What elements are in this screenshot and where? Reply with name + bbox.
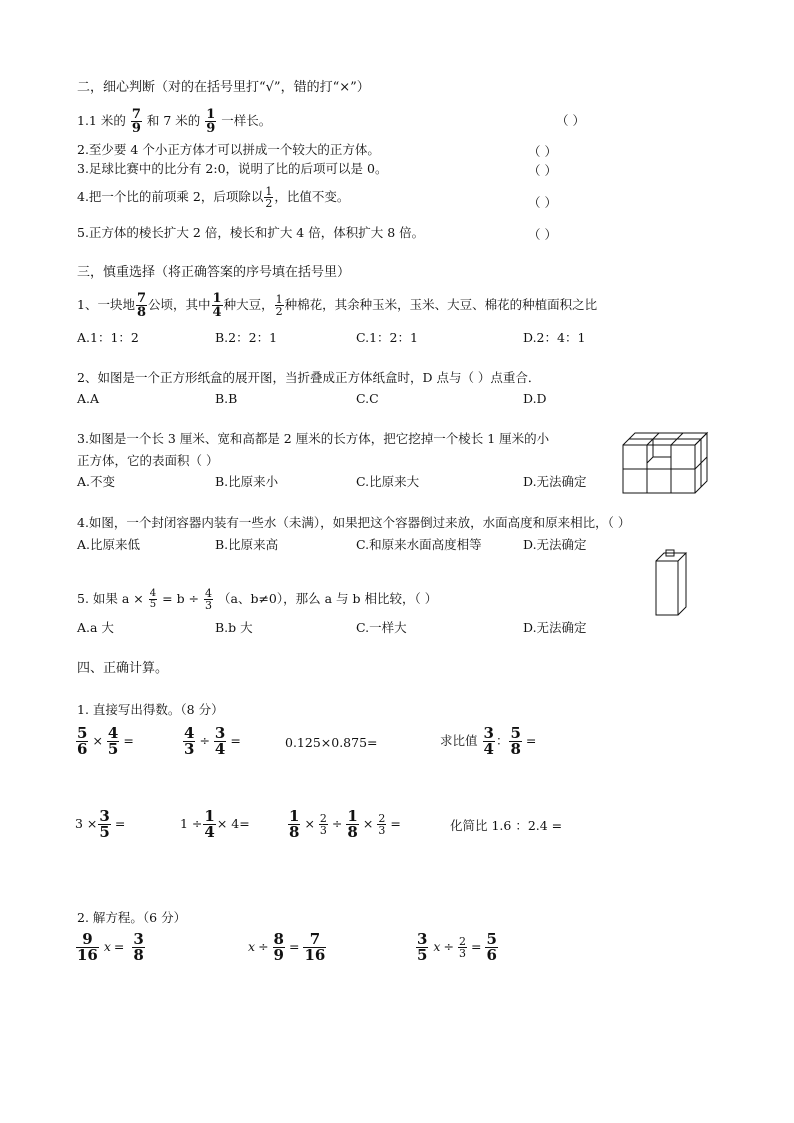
q1-post: 一样长。 xyxy=(221,113,272,128)
fraction: $\frac{7}{8}$ xyxy=(136,291,146,320)
fraction: $\frac{4}{3}$ xyxy=(205,587,213,612)
section-3-heading: 三，慎重选择（将正确答案的序号填在括号里） xyxy=(77,265,351,280)
fraction: $\frac{1}{4}$ xyxy=(204,807,215,841)
option-a[interactable]: A.1：1：2 xyxy=(77,330,139,345)
option-c[interactable]: C.1：2：1 xyxy=(356,330,418,345)
choice-q3-line1: 3.如图是一个长 3 厘米、宽和高都是 2 厘米的长方体，把它挖掉一个棱长 1 厘米的小 xyxy=(77,431,550,446)
q1-pre: 1.1 米的 xyxy=(77,113,126,128)
container-figure xyxy=(652,547,692,619)
fraction: $\frac{4}{5}$ xyxy=(149,588,157,610)
eq: = xyxy=(288,939,300,954)
fraction: $\frac{1}{9}$ xyxy=(206,107,216,136)
section-2-heading: 二，细心判断（对的在括号里打“√”，错的打“×”） xyxy=(77,80,370,95)
eq: = xyxy=(470,939,482,954)
option-c[interactable]: C.C xyxy=(356,391,379,406)
fraction: $\frac{4}{5}$ xyxy=(107,724,119,758)
fraction: $\frac{4}{3}$ xyxy=(184,724,195,758)
op: × xyxy=(362,816,374,831)
calc-e2 xyxy=(182,726,244,757)
fraction: $\frac{1}{2}$ xyxy=(275,293,283,318)
fraction: $\frac{1}{8}$ xyxy=(347,807,358,841)
option-c[interactable]: C.一样大 xyxy=(356,620,407,635)
answer-paren[interactable]: （ ） xyxy=(528,144,557,159)
option-d[interactable]: D.无法确定 xyxy=(523,474,587,489)
fraction: $\frac{2}{3}$ xyxy=(319,812,327,837)
part2-title: 2. 解方程。（6 分） xyxy=(77,910,187,925)
op: × xyxy=(92,733,103,748)
section-4-heading: 四、正确计算。 xyxy=(77,661,169,676)
option-b[interactable]: B.2：2：1 xyxy=(215,330,278,345)
e6-post: × 4= xyxy=(216,816,250,831)
fraction: $\frac{9}{16}$ xyxy=(77,930,98,964)
e5-pre: 3 × xyxy=(75,816,98,831)
option-d[interactable]: D.2：4：1 xyxy=(523,330,586,345)
calc-e8: 化简比 1.6 ：2.4 = xyxy=(450,818,563,833)
eq-2 xyxy=(248,932,327,963)
fraction: $\frac{8}{9}$ xyxy=(273,930,284,964)
fraction: $\frac{7}{9}$ xyxy=(131,107,141,136)
q4-pre: 4.把一个比的前项乘 2，后项除以 xyxy=(77,189,264,204)
fraction: $\frac{2}{3}$ xyxy=(458,935,466,960)
judge-q2: 2.至少要 4 个小正方体才可以拼成一个较大的正方体。 xyxy=(77,142,380,157)
calc-e3: 0.125×0.875= xyxy=(285,735,378,750)
op: ÷ xyxy=(199,733,210,748)
calc-e5 xyxy=(75,809,128,840)
calc-e6 xyxy=(180,809,250,840)
fraction: $\frac{5}{6}$ xyxy=(77,724,88,758)
fraction: $\frac{3}{8}$ xyxy=(133,930,144,964)
option-c[interactable]: C.比原来大 xyxy=(356,474,420,489)
option-a[interactable]: A.A xyxy=(77,391,100,406)
eq-1 xyxy=(75,932,146,963)
choice-q2: 2、如图是一个正方形纸盒的展开图，当折叠成正方体纸盒时，D 点与（ ）点重合． xyxy=(77,370,541,385)
fraction: $\frac{1}{2}$ xyxy=(265,185,273,210)
option-b[interactable]: B.B xyxy=(215,391,238,406)
calc-e1 xyxy=(75,726,137,757)
fraction: $\frac{2}{3}$ xyxy=(378,812,386,837)
fraction: $\frac{5}{6}$ xyxy=(486,930,497,964)
answer-paren[interactable]: （ ） xyxy=(556,113,585,128)
option-d[interactable]: D.D xyxy=(523,391,547,406)
option-b[interactable]: B.比原来高 xyxy=(215,537,279,552)
judge-q5: 5.正方体的棱长扩大 2 倍，棱长和扩大 4 倍，体积扩大 8 倍。 xyxy=(77,225,425,240)
fraction: $\frac{1}{8}$ xyxy=(289,807,300,841)
op: ÷ xyxy=(331,816,343,831)
judge-q3: 3.足球比赛中的比分有 2:0，说明了比的后项可以是 0。 xyxy=(77,161,388,176)
op: × xyxy=(304,816,315,831)
q1-pre: 1、一块地 xyxy=(77,297,135,312)
q1-mid: 和 7 米的 xyxy=(146,113,201,128)
q1-b: 种大豆， xyxy=(223,297,274,312)
fraction: $\frac{7}{16}$ xyxy=(304,930,326,964)
option-d[interactable]: D.无法确定 xyxy=(523,620,587,635)
q1-a: 公顷，其中 xyxy=(148,297,211,312)
calc-e7 xyxy=(287,809,404,840)
eq: = xyxy=(525,733,537,748)
colon: ： xyxy=(495,733,509,748)
option-a[interactable]: A.不变 xyxy=(77,474,116,489)
var-x: x xyxy=(248,939,256,954)
q1-c: 种棉花，其余种玉米，玉米、大豆、棉花的种植面积之比 xyxy=(284,297,598,312)
choice-q4: 4.如图，一个封闭容器内装有一些水（未满），如果把这个容器倒过来放，水面高度和原来相比，（ ） xyxy=(77,515,631,530)
op: ÷ xyxy=(258,939,269,954)
cuboid-figure xyxy=(618,428,718,498)
eq-3 xyxy=(415,932,499,963)
e6-pre: 1 ÷ xyxy=(180,816,203,831)
op: ÷ xyxy=(443,939,454,954)
q5-post: （a、b≠0），那么 a 与 b 相比较，（ ） xyxy=(218,591,438,606)
fraction: $\frac{3}{5}$ xyxy=(99,807,110,841)
fraction: $\frac{1}{4}$ xyxy=(212,291,222,320)
option-a[interactable]: A.a 大 xyxy=(77,620,114,635)
q5-pre: 5. 如果 a × xyxy=(77,591,144,606)
q5-mid: = b ÷ xyxy=(162,591,200,606)
eq: = xyxy=(114,816,126,831)
part1-title: 1. 直接写出得数。（8 分） xyxy=(77,702,224,717)
option-c[interactable]: C.和原来水面高度相等 xyxy=(356,537,482,552)
fraction: $\frac{3}{4}$ xyxy=(483,724,494,758)
answer-paren[interactable]: （ ） xyxy=(528,195,557,210)
var-x: x xyxy=(433,939,441,954)
q4-post: ，比值不变。 xyxy=(274,189,350,204)
calc-e4 xyxy=(440,726,539,757)
var-x: x xyxy=(103,939,111,954)
judge-q4 xyxy=(77,186,349,209)
answer-paren[interactable]: （ ） xyxy=(528,227,557,242)
choice-q3-line2: 正方体，它的表面积（ ） xyxy=(77,453,219,468)
e4-pre: 求比值 xyxy=(440,733,478,748)
eq: = xyxy=(123,733,134,748)
eq: = xyxy=(390,816,401,831)
choice-q1 xyxy=(77,292,597,319)
eq: = xyxy=(113,939,125,954)
option-d[interactable]: D.无法确定 xyxy=(523,537,587,552)
judge-q1 xyxy=(77,108,271,135)
option-b[interactable]: B.b 大 xyxy=(215,620,253,635)
choice-q5 xyxy=(77,588,437,611)
fraction: $\frac{3}{4}$ xyxy=(214,724,226,758)
option-a[interactable]: A.比原来低 xyxy=(77,537,141,552)
option-b[interactable]: B.比原来小 xyxy=(215,474,279,489)
eq: = xyxy=(230,733,241,748)
fraction: $\frac{5}{8}$ xyxy=(510,724,521,758)
fraction: $\frac{3}{5}$ xyxy=(417,930,428,964)
answer-paren[interactable]: （ ） xyxy=(528,163,557,178)
